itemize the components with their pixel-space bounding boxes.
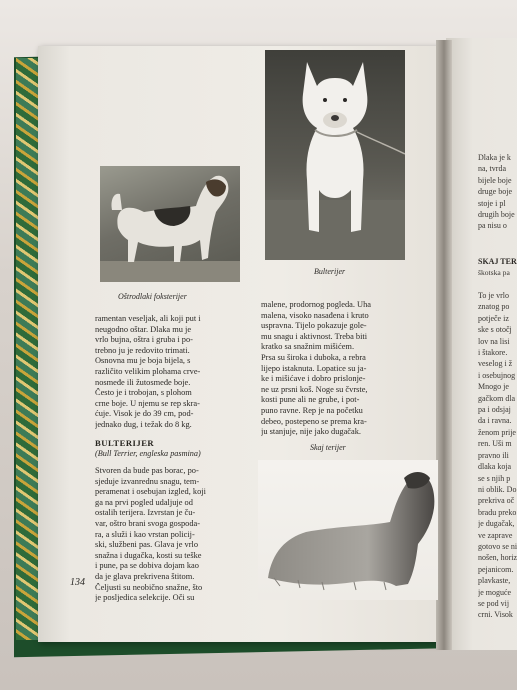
text-line: var, oštro brani svoga gospoda- [95, 518, 201, 528]
text-line: nosmeđe ili žutosmeđe boje. [95, 377, 191, 387]
text-line: pejanicom. [478, 564, 514, 574]
text-line: plavkaste, [478, 576, 511, 586]
text-line: ostalih terijera. Izvrstan je ču- [95, 508, 196, 518]
text-column-1 [95, 314, 243, 431]
fox-terrier-photo [100, 166, 240, 282]
fox-terrier-caption: Oštrodlaki foksterijer [118, 292, 187, 301]
text-line: crne boje. U njemu se rep skra- [95, 398, 200, 408]
text-line: stoje i pl [478, 198, 506, 208]
bull-terrier-illustration [265, 50, 405, 260]
skye-terrier-illustration [258, 460, 438, 600]
text-line: jednako dug, i težak do 8 kg. [95, 419, 192, 429]
text-line: ju stanjuje, nije jako dugačak. [261, 427, 362, 437]
text-line: različito velikim plohama crve- [95, 366, 201, 376]
text-line: trebno ju je redovito trimati. [95, 345, 190, 355]
section-subheading: (Bull Terrier, engleska pasmina) [95, 449, 201, 458]
text-line: snažna i dugačka, kosti su teške [95, 550, 202, 560]
text-line: je dugačak, [478, 519, 515, 529]
text-line: gačkom dla [478, 393, 516, 403]
text-line: mu snagu i aktivnost. Treba biti [261, 331, 368, 341]
skye-terrier-caption: Skaj terijer [310, 443, 346, 452]
text-line: kratko sa snažnim mišićem. [261, 342, 355, 352]
text-line: bradu preko [478, 507, 517, 517]
text-line: je moguće [478, 587, 512, 597]
text-line: je posljedica selekcije. Oči su [95, 593, 195, 603]
bull-terrier-photo [265, 50, 405, 260]
text-line: peramenat i osebujan izgled, koji [95, 487, 206, 497]
text-line: Prsa su široka i duboka, a rebra [261, 352, 366, 362]
text-line: znatog po [478, 302, 510, 312]
text-line: ve zaprave [478, 530, 513, 540]
text-line: uspravna. Tijelo pokazuje gole- [261, 321, 367, 331]
right-page-text-block-2 [478, 290, 517, 621]
text-line: ski, službeni pas. Glava je vrlo [95, 540, 199, 550]
skye-terrier-photo [258, 460, 438, 600]
text-line: ga na prvi pogled udaljuje od [95, 497, 193, 507]
text-line: sjeduje izvanrednu snagu, tem- [95, 476, 200, 486]
text-line: ćuje. Visok je do 39 cm, pod- [95, 409, 194, 419]
text-line: ne uz prsni koš. Noge su čvrste, [261, 384, 368, 394]
text-line: malene, prodornog pogleda. Uha [261, 300, 372, 309]
text-line: i štakore. [478, 348, 508, 358]
right-page-heading: SKAJ TER [478, 257, 517, 266]
text-column-3 [95, 466, 243, 604]
text-line: vrlo bujna, oštra i gruba i po- [95, 335, 193, 345]
text-line: pa i odsjaj [478, 405, 511, 415]
text-line: ske s otočj [478, 325, 512, 335]
text-line: ramentan veseljak, ali koji put i [95, 314, 201, 323]
text-line: neugodno oštar. Dlaka mu je [95, 324, 192, 334]
text-line: debeo, postepeno se prema kra- [261, 416, 367, 426]
text-line: Često je i trobojan, s plohom [95, 388, 192, 398]
text-line: ni oblik. Do [478, 484, 517, 494]
text-line: dlaka koja [478, 462, 512, 472]
text-line: nošen, horiz [478, 553, 517, 563]
text-line: Dlaka je k [478, 153, 511, 162]
text-line: veselog i ž [478, 359, 513, 369]
text-column-2 [261, 300, 409, 438]
text-line: lov na lisi [478, 336, 510, 346]
text-line: gotovo se ni [478, 541, 517, 551]
text-line: crni. Visok [478, 610, 513, 620]
text-line: drugih boje [478, 210, 515, 220]
text-line: da je glava prekrivena štitom. [95, 571, 195, 581]
text-line: pa nisu o [478, 221, 507, 231]
text-line: se pod vij [478, 598, 510, 608]
text-line: ženom prije [478, 427, 516, 437]
text-line: na, tvrda [478, 164, 506, 174]
text-line: ke i mišićave i dobro prislonje- [261, 374, 366, 384]
text-line: se s njih p [478, 473, 511, 483]
text-line: potječe iz [478, 313, 509, 323]
section-heading: BULTERIJER [95, 438, 155, 448]
text-line: puno ravne. Rep je na početku [261, 405, 363, 415]
text-line: i pune, pa se dobiva dojam kao [95, 561, 199, 571]
text-line: To je vrlo [478, 291, 509, 300]
text-line: druge boje [478, 187, 512, 197]
page-number: 134 [70, 577, 85, 588]
text-line: malena, visoko nasađena i kruto [261, 310, 369, 320]
text-line: bijele boje [478, 175, 512, 185]
right-page-subheading: škotska pa [478, 268, 510, 277]
text-line: da i ravna. [478, 416, 512, 426]
text-line: Čeljusti su neobično snažne, što [95, 582, 203, 592]
bull-terrier-caption: Bulterijer [314, 267, 346, 276]
text-line: Stvoren da bude pas borac, po- [95, 466, 199, 475]
text-line: i osebujnog [478, 370, 516, 380]
fox-terrier-illustration [100, 166, 240, 282]
text-line: lijepo istaknuta. Lopatice su ja- [261, 363, 367, 373]
book-gutter [436, 40, 452, 650]
marbled-endpaper [16, 58, 40, 640]
text-line: pravno ili [478, 450, 509, 460]
right-page-text-block-1 [478, 152, 517, 232]
text-line: Osnovna mu je boja bijela, s [95, 356, 191, 366]
text-line: Mnogo je [478, 382, 509, 392]
text-line: kosti pune ali ne grube, i pot- [261, 395, 360, 405]
text-line: prekriva oč [478, 496, 515, 506]
text-line: ren. Uši m [478, 439, 512, 449]
text-line: ra, a služi i kao vrstan policij- [95, 529, 195, 539]
